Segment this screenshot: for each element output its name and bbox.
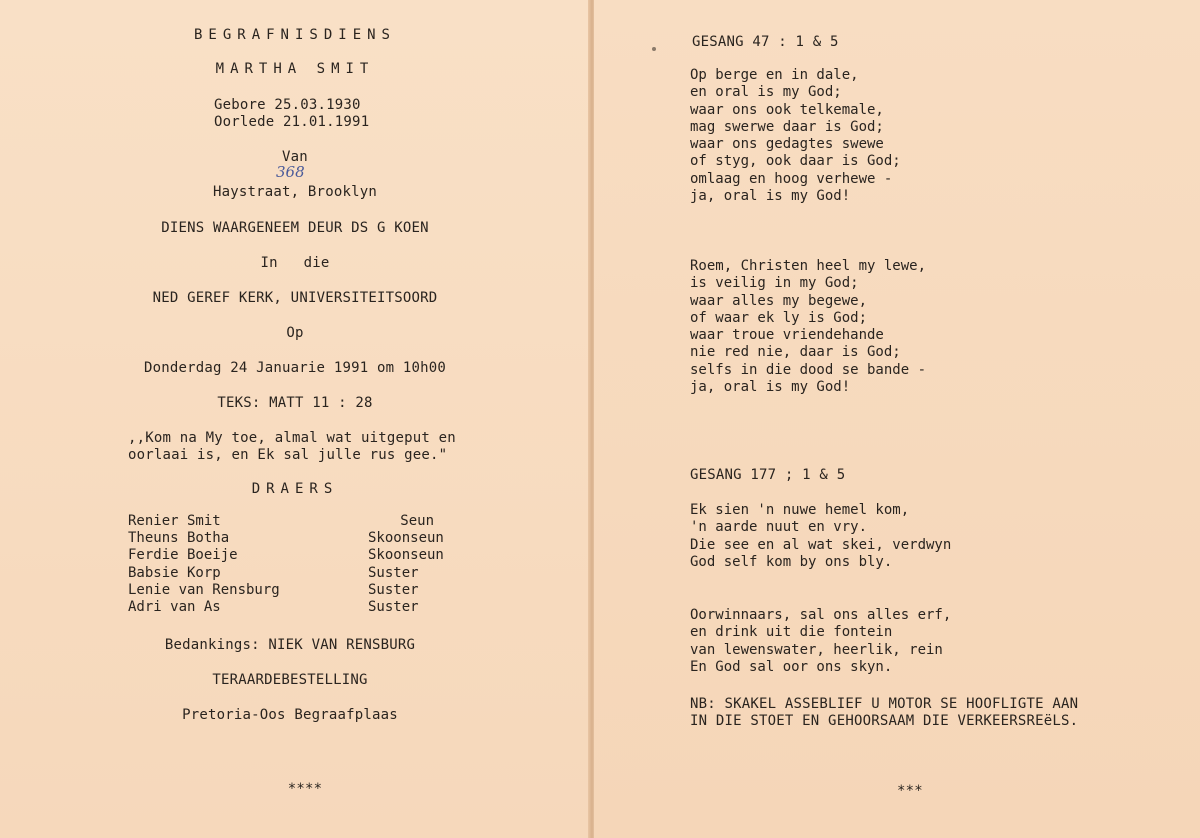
bearer-name: Renier Smit [128,513,221,529]
verse-line: Oorwinnaars, sal ons alles erf, [690,607,952,623]
bearers-list [128,513,446,616]
bearer-relation: Skoonseun [368,547,444,564]
service-date: Donderdag 24 Januarie 1991 om 10h00 [143,360,446,376]
service-title: BEGRAFNISDIENS [193,27,396,43]
birth-date: Gebore 25.03.1930 [214,97,361,113]
cemetery: Pretoria-Oos Begraafplaas [182,707,398,723]
hymn-1-title: GESANG 47 : 1 & 5 [692,34,839,50]
verse-line: nie red nie, daar is God; [690,344,901,361]
hymn-2-title: GESANG 177 ; 1 & 5 [690,467,846,483]
burial-heading: TERAARDEBESTELLING [212,672,368,688]
bearer-relation: Skoonseun [368,530,444,547]
verse-line: Roem, Christen heel my lewe, [690,258,927,274]
verse-line: is veilig in my God; [690,275,859,292]
quote-line-2: oorlaai is, en Ek sal julle rus gee." [128,447,448,463]
bearer-name: Lenie van Rensburg [128,581,280,598]
verse-line: Ek sien 'n nuwe hemel kom, [690,502,910,518]
death-date: Oorlede 21.01.1991 [214,114,370,130]
scripture-reference: TEKS: MATT 11 : 28 [217,395,373,411]
deceased-name: MARTHA SMIT [215,61,375,77]
verse-line: waar alles my begewe, [690,292,868,309]
end-mark: **** [287,781,323,797]
on-label: Op [286,325,304,341]
officiant: DIENS WAARGENEEM DEUR DS G KOEN [161,220,429,236]
list-item [128,599,446,616]
left-page [0,0,590,838]
verse-line: selfs in die dood se bande - [690,361,927,378]
verse-line: mag swerwe daar is God; [690,118,884,135]
bearer-name: Adri van As [128,599,221,616]
verse-line: God self kom by ons bly. [690,553,893,570]
notice-line-2: IN DIE STOET EN GEHOORSAAM DIE VERKEERSREëLS. [690,713,1079,729]
paper-mark [652,47,656,51]
bearers-heading: DRAERS [251,481,339,497]
bearer-name: Babsie Korp [128,564,221,581]
hymn-2-stanza-2 [690,607,951,676]
verse-line: ja, oral is my God! [690,188,851,205]
list-item [128,530,446,547]
verse-line: waar ons gedagtes swewe [690,136,884,153]
list-item [128,582,446,599]
verse-line: of waar ek ly is God; [690,309,868,326]
verse-line: ja, oral is my God! [690,379,851,396]
verse-line: Op berge en in dale, [690,67,859,83]
from-label: Van [282,149,308,165]
quote-line-1: ,,Kom na My toe, almal wat uitgeput en [128,430,456,446]
bearer-name: Ferdie Boeije [128,547,238,564]
bearer-relation: Suster [368,564,419,581]
bearer-relation: Suster [368,599,419,616]
list-item [128,513,446,530]
verse-line: waar ons ook telkemale, [690,101,884,118]
list-item [128,565,446,582]
hymn-1-stanza-2 [690,258,926,396]
bearer-relation: Suster [368,581,419,598]
list-item [128,547,446,564]
verse-line: 'n aarde nuut en vry. [690,519,868,536]
acknowledgements: Bedankings: NIEK VAN RENSBURG [164,637,416,653]
verse-line: en oral is my God; [690,84,842,101]
verse-line: van lewenswater, heerlik, rein [690,641,943,658]
church: NED GEREF KERK, UNIVERSITEITSOORD [152,290,438,306]
address: Haystraat, Brooklyn [213,184,377,200]
verse-line: omlaag en hoog verhewe - [690,170,893,187]
bearer-relation: Seun [400,513,434,529]
in-label: In die [260,255,330,271]
bearer-name: Theuns Botha [128,530,230,547]
verse-line: En God sal oor ons skyn. [690,658,893,675]
hymn-2-stanza-1 [690,502,951,571]
verse-line: waar troue vriendehande [690,327,884,344]
verse-line: Die see en al wat skei, verdwyn [690,536,952,553]
verse-line: en drink uit die fontein [690,624,893,641]
handwritten-house-number: 368 [276,163,305,181]
verse-line: of styg, ook daar is God; [690,153,901,170]
notice-line-1: NB: SKAKEL ASSEBLIEF U MOTOR SE HOOFLIGTE AAN [690,696,1079,712]
end-mark-right: *** [897,783,923,799]
hymn-1-stanza-1 [690,67,901,205]
